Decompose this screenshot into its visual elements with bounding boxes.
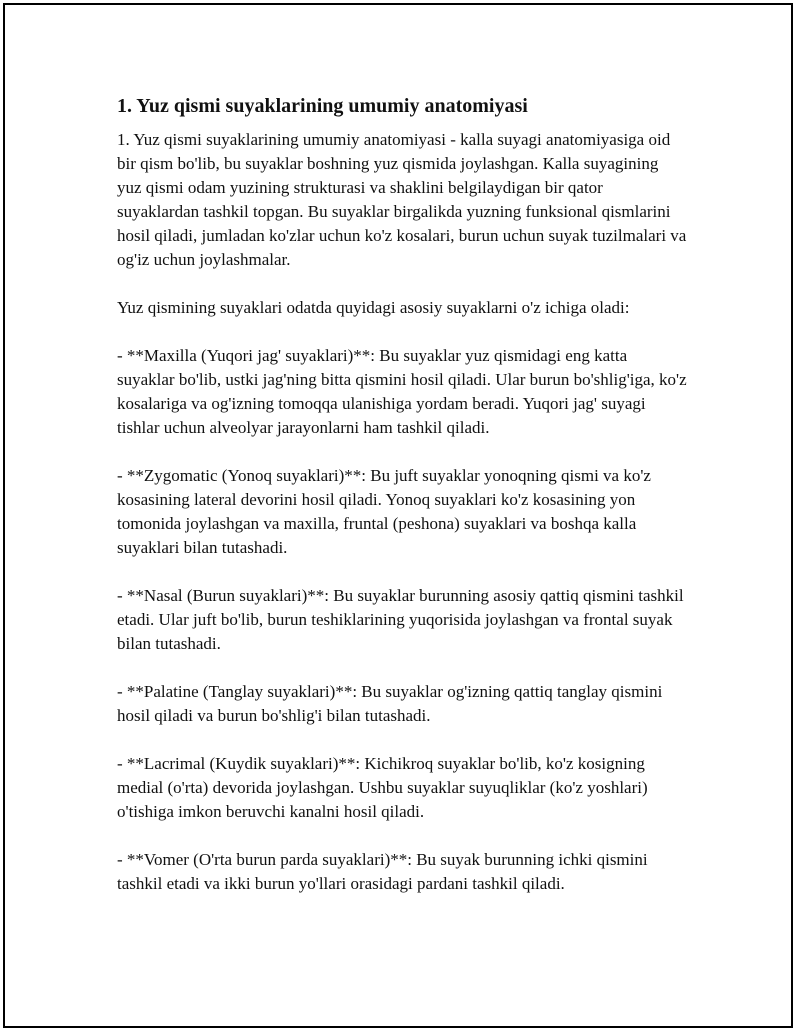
maxilla-paragraph: - **Maxilla (Yuqori jag' suyaklari)**: Bu suyaklar yuz qismidagi eng katta suyaklar bo'lib, ustki jag'ning bitta qismini hosil qiladi. Ular burun bo'shlig'iga, ko'z kosalariga va og'izning tomoqqa ulanishiga yordam beradi. Yuqori jag' suyagi tishlar uchun alveolyar jarayonlarni ham tashkil qiladi. (117, 346, 687, 437)
document-title: 1. Yuz qismi suyaklarining umumiy anatomiyasi (117, 95, 528, 117)
zygomatic-paragraph: - **Zygomatic (Yonoq suyaklari)**: Bu juft suyaklar yonoqning qismi va ko'z kosasining lateral devorini hosil qiladi. Yonoq suyaklari ko'z kosasining yon tomonida joylashgan va maxilla, fruntal (peshona) suyaklari va boshqa kalla suyaklari bilan tutashadi. (117, 466, 651, 557)
palatine-paragraph: - **Palatine (Tanglay suyaklari)**: Bu suyaklar og'izning qattiq tanglay qismini hosil qiladi va burun bo'shlig'i bilan tutashadi. (117, 682, 663, 725)
lacrimal-paragraph: - **Lacrimal (Kuydik suyaklari)**: Kichikroq suyaklar bo'lib, ko'z kosigning medial (o'rta) devorida joylashgan. Ushbu suyaklar suyuqliklar (ko'z yoshlari) o'tishiga imkon beruvchi kanalni hosil qiladi. (117, 754, 648, 821)
vomer-paragraph: - **Vomer (O'rta burun parda suyaklari)**: Bu suyak burunning ichki qismini tashkil etadi va ikki burun yo'llari orasidagi pardani tashkil qiladi. (117, 850, 648, 893)
nasal-paragraph: - **Nasal (Burun suyaklari)**: Bu suyaklar burunning asosiy qattiq qismini tashkil etadi. Ular juft bo'lib, burun teshiklarining yuqorisida joylashgan va frontal suyak bilan tutashadi. (117, 586, 684, 653)
document-body (117, 93, 687, 920)
intro-paragraph: 1. Yuz qismi suyaklarining umumiy anatomiyasi - kalla suyagi anatomiyasiga oid bir qism bo'lib, bu suyaklar boshning yuz qismida joylashgan. Kalla suyagining yuz qismi odam yuzining strukturasi va shaklini belgilaydigan bir qator suyaklardan tashkil topgan. Bu suyaklar birgalikda yuzning funksional qismlarini hosil qiladi, jumladan ko'zlar uchun ko'z kosalari, burun uchun suyak tuzilmalari va og'iz uchun joylashmalar. (117, 130, 687, 269)
bones-list-intro: Yuz qismining suyaklari odatda quyidagi asosiy suyaklarni o'z ichiga oladi: (117, 298, 630, 317)
